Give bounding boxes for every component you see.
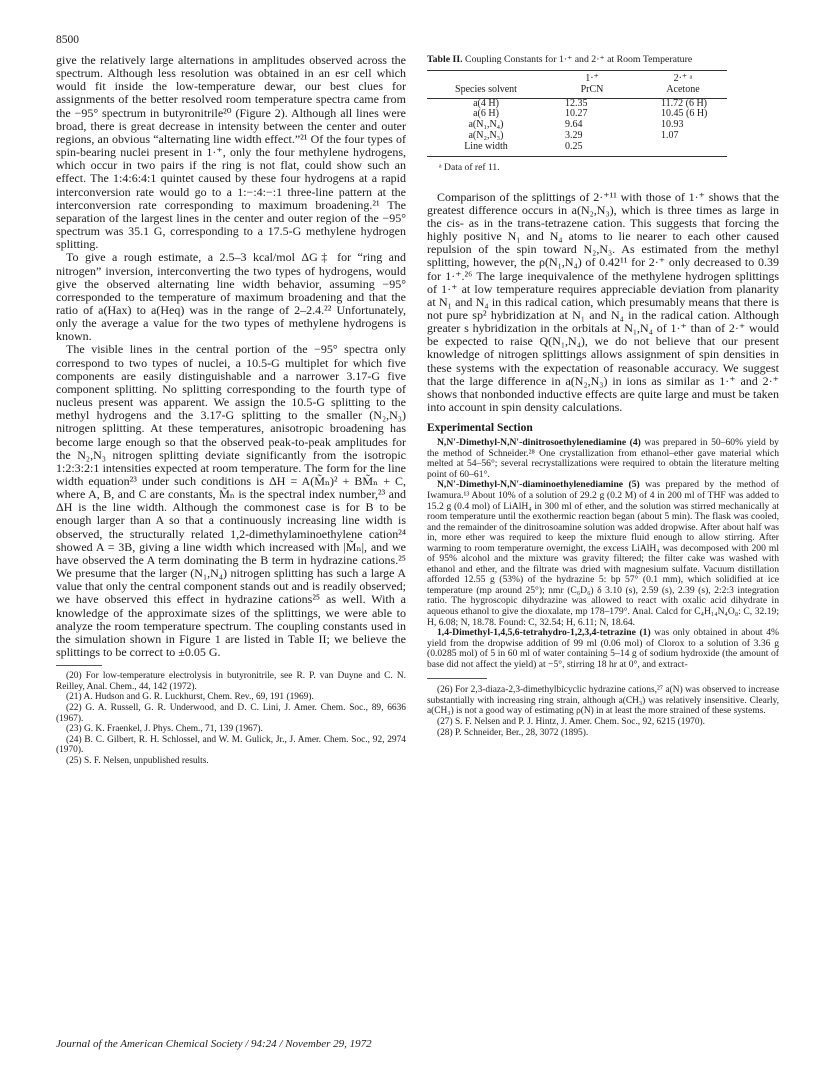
experimental-paragraph xyxy=(427,628,779,670)
table-block xyxy=(427,54,779,173)
section-heading: Experimental Section xyxy=(427,422,533,435)
experimental-text: was prepared by the method of Iwamura.¹³ About 10% of a solution of 29.2 g (0.2 M) of 4 in 200 ml of THF was added to 15.2 g (0.4 mol) of LiAlH₄ in 300 ml of ether, and the solution was stirred mechanically at room temperature until the exothermic reaction began (about 5 min). The flask was cooled, and the remainder of the dinitrosoamine solution was added dropwise. After about half was in, more ether was required to keep the mixture fluid enough to allow stirring. After warming to room temperature overnight, the excess LiAlH₄ was decomposed with 200 ml of 95% alcohol and the mixture was gravity filtered; the filter cake was washed with ethanol and ether, and the filtrate was dried with magnesium sulfate. Vacuum distillation afforded 12.55 g (53%) of the hydrazine 5: bp 57° (0.1 mm), which solidified at ice temperature (mp around 25°); nmr (C₆D₆) δ 3.10 (s), 2.59 (s), 2.39 (s), 2:2:3 integration ratio. The hygroscopic dihydrazine was allowed to react with oxalic acid dihydrate in aqueous ethanol to give the dioxalate, mp 178–179°. Anal. Calcd for C₄H₁₄N₄O₈: C, 32.19; H, 6.08; N, 18.78. Found: C, 32.54; H, 6.11; N, 18.64. xyxy=(427,479,780,628)
table-cell: a(N₁,N₄) xyxy=(468,119,504,131)
table-cell: 12.35 xyxy=(565,97,588,109)
table-cell: Line width xyxy=(427,142,545,156)
coupling-constants-table xyxy=(427,70,727,157)
table-header-cell: 2·⁺ ᵃ xyxy=(639,71,727,85)
table-row xyxy=(427,142,727,156)
table-cell: 1.07 xyxy=(661,129,679,141)
footnote: (21) A. Hudson and G. R. Luckhurst, Chem. Rev., 69, 191 (1969). xyxy=(66,692,314,703)
table-cell: 9.64 xyxy=(565,119,583,131)
page-number: 8500 xyxy=(56,34,79,46)
compound-name: 1,4-Dimethyl-1,4,5,6-tetrahydro-1,2,3,4-tetrazine (1) xyxy=(437,627,651,639)
table-header-cell: Species solvent xyxy=(427,85,545,98)
body-paragraph: The visible lines in the central portion of the −95° spectra only correspond to two types of nuclei, a 10.5-G multiplet for which five components are easily distinguishable and a narrower 3.17-G five component splitting. No splitting corresponding to the fourth type of nucleus present was apparent. We assign the 10.5-G splitting to the methyl hydrogens and the 3.17-G splitting to the smaller (N₂,N₃) nitrogen splitting. At these temperatures, anisotropic broadening has become large enough so that the observed peak-to-peak amplitudes for the N₂,N₃ nitrogen splitting deviate significantly from the isotropic 1:2:3:2:1 intensities expected at room temperature. The form for the line width equation²³ under such conditions is ΔH = A(M̃ₙ)² + BM̃ₙ + C, where A, B, and C are constants, M̃ₙ is the spectral index number,²³ and ΔH is the line width. Although the commonest case is for B to be enough larger than A so that a continuously increasing line width is observed, the structurally related 1,2-dimethylaminoethylene cation²⁴ showed A = 3B, giving a line width which increased with |M̃ₙ|, and we have observed the A term dominating the B term in hydrazine cations.²⁵ We presume that the larger (N₁,N₄) nitrogen splitting has such a large A value that only the central component stands out and is readily observed; we have observed this effect in hydrazine cations²⁵ as well. With a knowledge of the approximate sizes of the splittings, we were able to analyze the room temperature spectrum. The coupling constants used in the simulation shown in Figure 1 are listed in Table II; we believe the splittings to be correct to ±0.05 G. xyxy=(56,342,406,660)
experimental-paragraph xyxy=(427,480,779,628)
right-column xyxy=(427,54,779,738)
footnote: (23) G. K. Fraenkel, J. Phys. Chem., 71, 139 (1967). xyxy=(66,724,263,735)
table-cell: 10.93 xyxy=(661,119,684,131)
footnote: (22) G. A. Russell, G. R. Underwood, and D. C. Lini, J. Amer. Chem. Soc., 89, 6636 (1967). xyxy=(56,702,406,724)
table-header-cell: PrCN xyxy=(545,85,639,98)
footnote: (24) B. C. Gilbert, R. H. Schlossel, and W. M. Gulick, Jr., J. Amer. Chem. Soc., 92, 2974 (1970). xyxy=(56,734,406,756)
table-caption xyxy=(427,54,779,65)
footnote-divider xyxy=(427,678,487,679)
table-cell: 10.45 (6 H) xyxy=(661,108,708,120)
compound-name: N,N′-Dimethyl-N,N′-dinitrosoethylenediamine (4) xyxy=(437,437,641,449)
table-cell: 10.27 xyxy=(565,108,588,120)
body-paragraph: To give a rough estimate, a 2.5–3 kcal/mol ΔG‡ for “ring and nitrogen” inversion, interconverting the two types of hydrogens, would give the observed alternating line width behavior, assuming −95° corresponded to the temperature of maximum broadening and that the ratio of a(Hax) to a(Heq) was in the range of 2–2.4.²² Unfortunately, only the average a value for the two types of methylene hydrogens is known. xyxy=(56,250,406,344)
journal-footer: Journal of the American Chemical Society / 94:24 / November 29, 1972 xyxy=(56,1038,372,1050)
table-cell: a(4 H) xyxy=(473,97,499,109)
footnote: (27) S. F. Nelsen and P. J. Hintz, J. Amer. Chem. Soc., 92, 6215 (1970). xyxy=(437,717,705,728)
table-header-cell xyxy=(427,71,545,85)
table-label: Table II. xyxy=(427,54,463,65)
left-column xyxy=(56,54,406,767)
experimental-text: was only obtained in about 4% yield from the dropwise addition of 99 ml (0.06 mol) of Clorox to a solution of 3.36 g (0.0285 mol) of 5 in 60 ml of water containing 5–14 g of sodium hydroxide (the amount of base did not affect the yield) at −5°, stirring 18 hr at 0°, and extract- xyxy=(427,627,779,670)
experimental-text: was prepared in 50–60% yield by the method of Schneider.²⁸ One crystallization from ethanol–ether gave material which melted at 54–56°; several recrystallizations were required to obtain the literature melting point of 60–61°. xyxy=(427,437,779,480)
table-caption-text: Coupling Constants for 1·⁺ and 2·⁺ at Room Temperature xyxy=(465,54,693,65)
footnote: (20) For low-temperature electrolysis in butyronitrile, see R. P. van Duyne and C. N. Reilley, Anal. Chem., 44, 142 (1972). xyxy=(56,671,406,692)
table-cell: 0.25 xyxy=(545,142,639,156)
table-footnote: ᵃ Data of ref 11. xyxy=(439,161,500,173)
footnote: (28) P. Schneider, Ber., 28, 3072 (1895). xyxy=(437,727,589,738)
table-cell: a(N₂,N₃) xyxy=(468,129,504,141)
body-paragraph: give the relatively large alternations in amplitudes observed across the spectrum. Although less resolution was obtained in an esr cell which would fit inside the low-temperature dewar, our best clues for assignments of the better resolved room temperature spectra came from the −95° spectrum in butyronitrile²⁰ (Figure 2). Although all lines were broad, there is great decrease in intensity between the center and outer regions, an obvious “alternating line width effect.”²¹ Of the four types of spin-bearing nuclei present in 1·⁺, only the four methylene hydrogens, which occur in two pairs if the ring is not flat, could show such an effect. The 1:4:6:4:1 quintet caused by these four hydrogens at a rapid interconversion rate would go to a 1:−:4:−:1 three-line pattern at the interconversion rate corresponding to maximum broadening.²¹ The separation of the largest lines in the center and outer region of the −95° spectrum was 35.1 G, corresponding to a 17.5-G methylene hydrogen splitting. xyxy=(56,53,406,252)
table-header-cell: Acetone xyxy=(639,85,727,98)
footnote-divider xyxy=(56,665,102,666)
body-paragraph: Comparison of the splittings of 2·⁺¹¹ with those of 1·⁺ shows that the greatest difference occurs in a(N₂,N₃), which is three times as large in the cis- as in the trans-tetrazene cation. This suggests that forcing the highly positive N₁ and N₄ atoms to lie nearer to each other caused repulsion of the spin toward N₂,N₃. As estimated from the methyl splitting, however, the ρ(N₁,N₄) of 0.42¹¹ for 2·⁺ only decreased to 0.39 for 1·⁺.²⁶ The large inequivalence of the methylene hydrogen splittings of 1·⁺ at low temperature requires appreciable deviation from planarity at N₁ and N₄ in this radical cation, which presumably means that there is not pure sp² hybridization at N₁ and N₄ in the radical cation. Although greater s hybridization in the orbitals at N₁,N₄ of 1·⁺ than of 2·⁺ would be expected to raise Q(N₁,N₄), we do not believe that our present knowledge of nitrogen splittings allows assignment of spin densities in these systems with the expectation of reasonable accuracy. We suggest that the large difference in a(N₂,N₃) in ions as similar as 1·⁺ and 2·⁺ shows that nonbonded inductive effects are quite large and must be taken into account in spin density calculations. xyxy=(427,189,779,415)
table-cell xyxy=(639,142,727,156)
table-cell: a(6 H) xyxy=(473,108,499,120)
compound-name: N,N′-Dimethyl-N,N′-diaminoethylenediamine (5) xyxy=(437,479,640,491)
table-cell: 3.29 xyxy=(565,129,583,141)
table-cell: 11.72 (6 H) xyxy=(661,97,708,109)
footnote: (25) S. F. Nelsen, unpublished results. xyxy=(66,755,209,766)
footnote: (26) For 2,3-diaza-2,3-dimethylbicyclic hydrazine cations,²⁷ a(N) was observed to increase substantially with increasing ring strain, although a(CH₃) was relatively insensitive. Clearly, a(CH₃) is not a good way of estimating ρ(N) in at least the more strained of these systems. xyxy=(427,685,779,717)
footnotes-left xyxy=(56,671,406,766)
experimental-paragraph xyxy=(427,438,779,480)
table-header-cell: 1·⁺ xyxy=(545,71,639,85)
footnotes-right xyxy=(427,685,779,738)
